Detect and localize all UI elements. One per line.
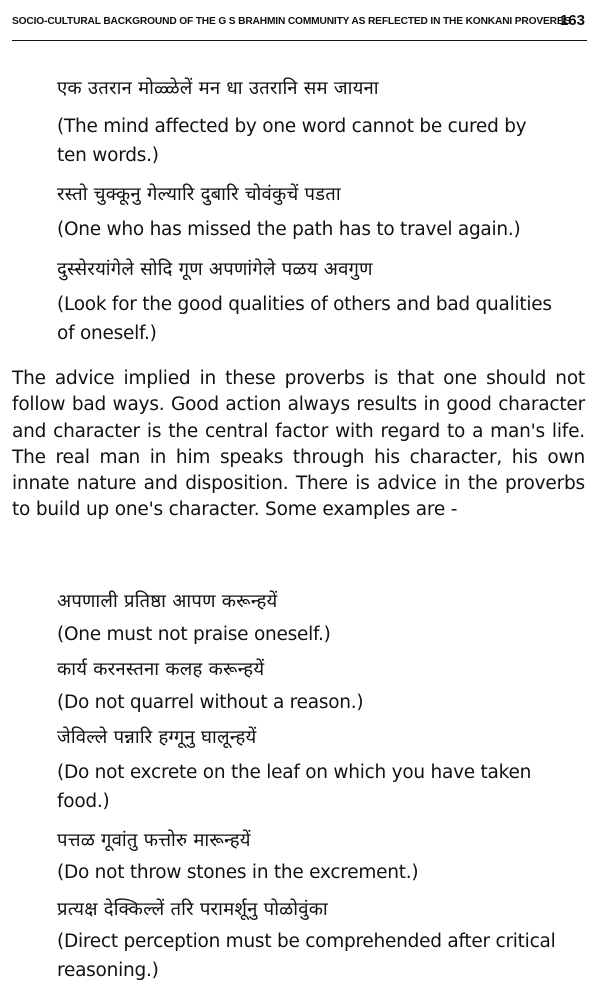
proverb-konkani: जेविल्ले पन्नारि हग्गूनु घालून्हयें [57,727,257,748]
proverb-translation: (One who has missed the path has to travel again.) [57,219,521,240]
running-header [12,14,587,41]
proverb-konkani: प्रत्यक्ष देक्किल्लें तरि परामर्शूनु पोळोवुंका [57,899,328,920]
proverb-konkani: दुस्सेरयांगेले सोदि गूण अपणांगेले पळय अवगुण [57,259,373,280]
proverb-konkani: कार्य करनस्तना कलह करून्हयें [57,659,265,680]
body-paragraph: The advice implied in these proverbs is that one should not follow bad ways. Good action always results in good character and character is the central factor with regard to a man's life. The real man in him speaks through his character, his own innate nature and disposition. There is advice in the proverbs to build up one's character. Some examples are - [12,368,585,521]
proverb-translation: ten words.) [57,145,159,166]
proverb-konkani: पत्तळ गूवांतु फत्तोरु मारून्हयें [57,830,251,851]
proverb-translation: of oneself.) [57,323,157,344]
proverb-translation: food.) [57,791,110,812]
proverb-translation: (Do not throw stones in the excrement.) [57,862,419,883]
proverb-translation: (Direct perception must be comprehended after critical [57,931,556,952]
proverb-konkani: एक उतरान मोळ्ळेलें मन धा उतरानि सम जायना [57,78,379,99]
proverb-translation: reasoning.) [57,960,159,981]
proverb-translation: (Look for the good qualities of others and bad qualities [57,294,552,315]
proverb-translation: (Do not quarrel without a reason.) [57,692,364,713]
proverb-konkani: रस्तो चुक्कूनु गेल्यारि दुबारि चोवंकुचें पडता [57,184,341,205]
proverb-translation: (One must not praise oneself.) [57,624,331,645]
proverb-translation: (Do not excrete on the leaf on which you have taken [57,762,532,783]
page-number: 163 [559,12,585,29]
header-title: SOCIO-CULTURAL BACKGROUND OF THE G S BRAHMIN COMMUNITY AS REFLECTED IN THE KONKANI PROVERBS [12,16,571,27]
proverb-translation: (The mind affected by one word cannot be cured by [57,116,527,137]
proverb-konkani: अपणाली प्रतिष्ठा आपण करून्हयें [57,591,278,612]
